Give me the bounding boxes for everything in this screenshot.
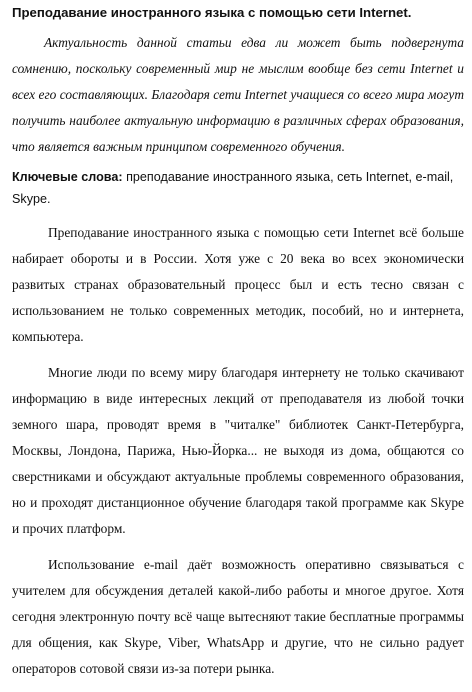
abstract-paragraph: Актуальность данной статьи едва ли может быть подвергнута сомнению, поскольку современный мир не мыслим вообще без сети Internet и всех его составляющих. Благодаря сети Internet учащиеся со всего мира могут получить наиболее актуальную информацию в различных сферах образования, что является важным принципом современного обучения. [12,35,464,154]
body-paragraph-1: Преподавание иностранного языка с помощью сети Internet всё больше набирает обороты и в России. Хотя уже с 20 века во всех экономически развитых странах образовательный процесс был и есть тесно связан с использованием не только современных методик, пособий, но и интернета, компьютера. [12,225,464,344]
body-paragraph-3: Использование e-mail даёт возможность оперативно связываться с учителем для обсуждения деталей какой-либо работы и многое другое. Хотя сегодня электронную почту всё чаще вытесняют такие бесплатные программы для общения, как Skype, Viber, WhatsApp и другие, что не сильно радует операторов сотовой связи из-за потери рынка. [12,557,464,676]
document-title: Преподавание иностранного языка с помощью сети Internet. [12,5,412,20]
keywords-label: Ключевые слова: [12,170,123,184]
keywords-text: преподавание иностранного языка, сеть Internet, e-mail, Skype. [12,170,454,206]
body-paragraph-2: Многие люди по всему миру благодаря интернету не только скачивают информацию в виде интересных лекций от преподавателя из любой точки земного шара, проводят время в "читалке" библиотек Санкт-Петербурга, Москвы, Лондона, Парижа, Нью-Йорка... не выходя из дома, общаются со сверстниками и обсуждают актуальные проблемы современного образования, но и проходят дистанционное обучение благодаря такой программе как Skype и прочих платформ. [12,365,464,536]
document-page [12,4,464,692]
keywords-line [12,166,464,210]
